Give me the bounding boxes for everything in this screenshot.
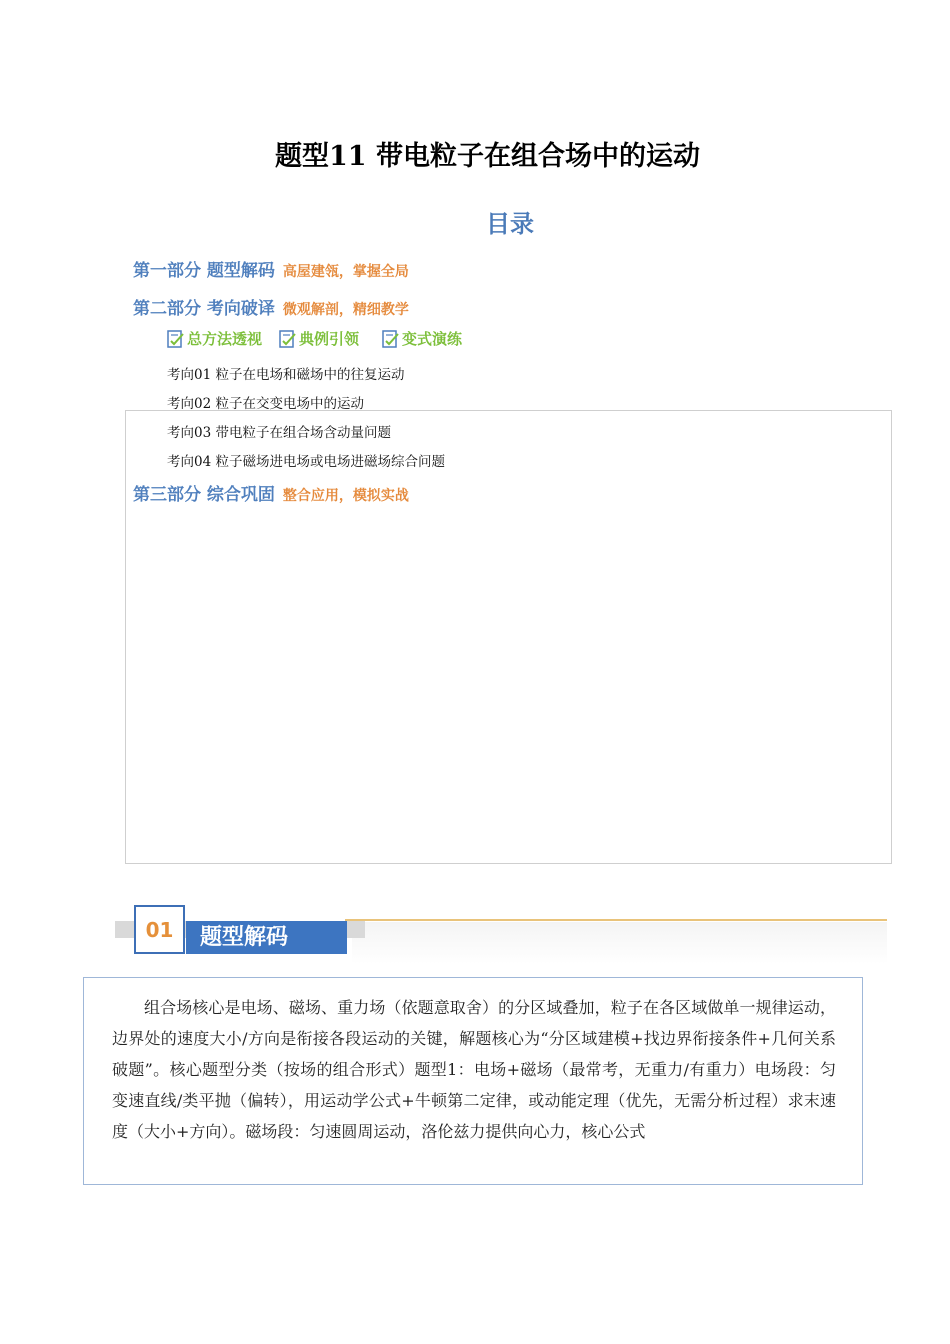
content-paragraph: 组合场核心是电场、磁场、重力场（依题意取舍）的分区域叠加，粒子在各区域做单一规律运动，边界处的速度大小/方向是衔接各段运动的关键，解题核心为“分区域建模+找边界衔接条件+几何关系破题”。核心题型分类（按场的组合形式）题型1：电场+磁场（最常考，无重力/有重力）电场段：匀变速直线/类平抛（偏转），用运动学公式+牛顿第二定律，或动能定理（优先，无需分析过程）求末速度（大小+方向）。磁场段：匀速圆周运动，洛伦兹力提供向心力，核心公式	[112, 998, 836, 1141]
toc-part-2-subtitle: 微观解剖，精细教学	[282, 302, 409, 318]
toc-part-2[interactable]	[133, 294, 409, 319]
toc-tool-examples-label: 典例引领	[299, 330, 360, 348]
toc-part-1[interactable]	[133, 256, 409, 281]
toc-tool-method[interactable]	[166, 328, 262, 349]
document-title: 题型11 带电粒子在组合场中的运动	[275, 141, 700, 172]
toc-direction-2[interactable]: 考向02 粒子在交变电场中的运动	[167, 396, 364, 412]
toc-frame	[125, 410, 892, 864]
toc-direction-4[interactable]: 考向04 粒子磁场进电场或电场进磁场综合问题	[167, 454, 445, 470]
toc-part-3[interactable]	[133, 480, 409, 505]
toc-direction-1[interactable]: 考向01 粒子在电场和磁场中的往复运动	[167, 367, 405, 383]
toc-tool-practice[interactable]	[381, 328, 462, 349]
checklist-icon	[166, 329, 186, 349]
toc-heading: 目录	[486, 210, 534, 238]
toc-part-3-subtitle: 整合应用，模拟实战	[282, 488, 409, 504]
toc-tools-row	[166, 328, 462, 349]
section-header-rule	[345, 919, 887, 921]
checklist-icon	[278, 329, 298, 349]
toc-tool-examples[interactable]	[278, 328, 359, 349]
toc-tool-practice-label: 变式演练	[402, 330, 463, 348]
checklist-icon	[381, 329, 401, 349]
toc-part-3-title: 第三部分 综合巩固	[133, 485, 275, 505]
toc-direction-3[interactable]: 考向03 带电粒子在组合场含动量问题	[167, 425, 391, 441]
toc-part-1-title: 第一部分 题型解码	[133, 261, 275, 281]
section-header-number: 01	[134, 905, 185, 954]
section-header-label: 题型解码	[186, 921, 347, 954]
toc-tool-method-label: 总方法透视	[187, 330, 263, 348]
toc-part-1-subtitle: 高屋建瓴，掌握全局	[282, 264, 409, 280]
toc-part-2-title: 第二部分 考向破译	[133, 299, 275, 319]
section-header-shadow	[352, 922, 887, 964]
content-box	[83, 977, 863, 1185]
